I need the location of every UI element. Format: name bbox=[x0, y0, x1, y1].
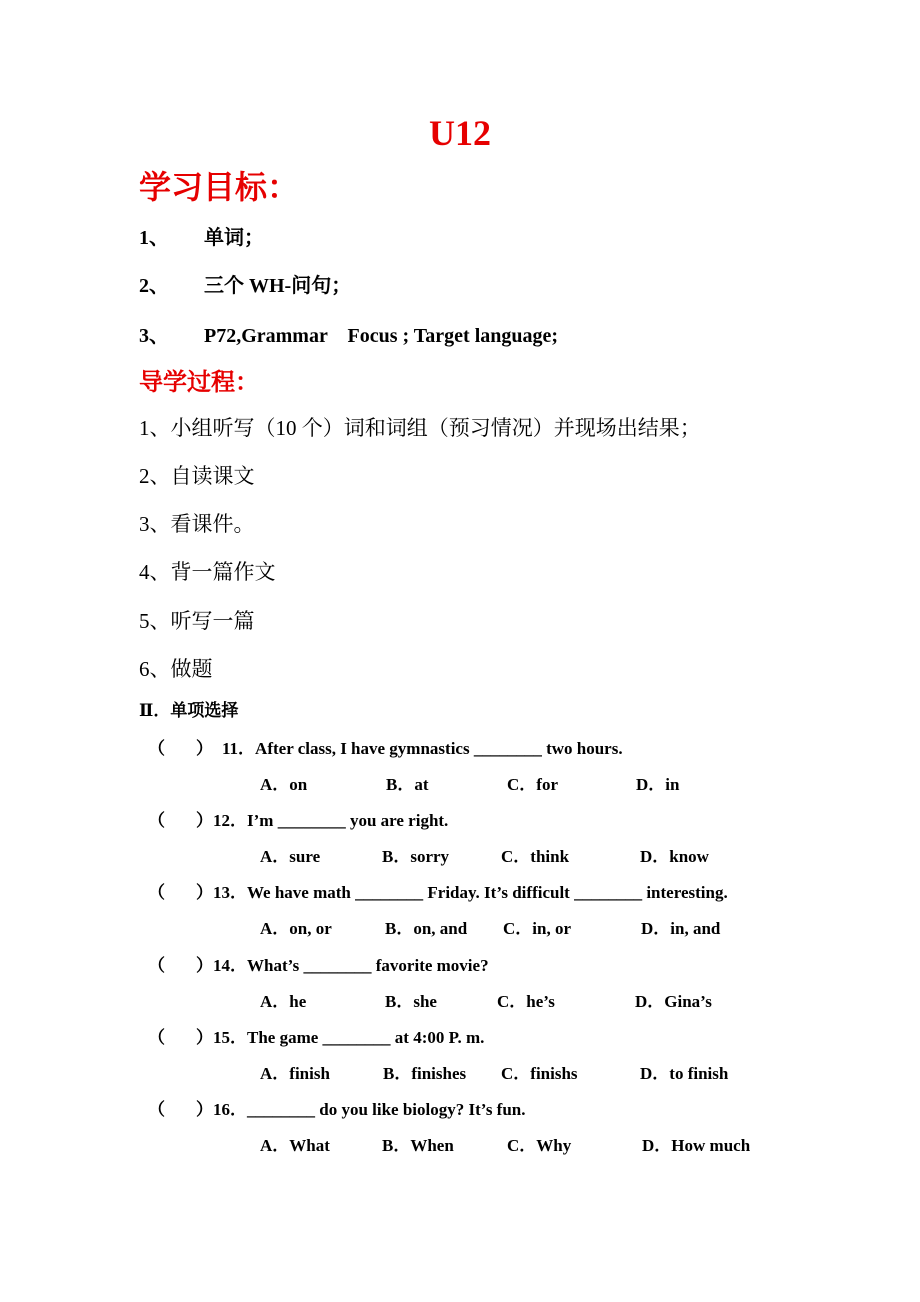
objective-number: 1、 bbox=[139, 227, 169, 249]
answer-paren-left: （ bbox=[148, 739, 165, 758]
option-c: C．finishs bbox=[501, 1064, 578, 1083]
step-item: 2、自读课文 bbox=[139, 464, 255, 488]
answer-paren-right: ） bbox=[196, 883, 213, 902]
question-stem: 16．________ do you like biology? It’s fun. bbox=[213, 1100, 526, 1119]
option-c: C．in, or bbox=[503, 919, 571, 938]
page-title: U12 bbox=[429, 113, 491, 153]
option-c: C．Why bbox=[507, 1136, 572, 1155]
answer-paren-left: （ bbox=[148, 1028, 165, 1047]
option-a: A．on, or bbox=[260, 919, 332, 938]
answer-paren-left: （ bbox=[148, 883, 165, 902]
option-a: A．he bbox=[260, 992, 307, 1011]
option-c: C．for bbox=[507, 775, 558, 794]
option-b: B．finishes bbox=[383, 1064, 467, 1083]
option-d: D．in bbox=[636, 775, 680, 794]
answer-paren-right: ） bbox=[196, 811, 213, 830]
answer-paren-right: ） bbox=[196, 1028, 213, 1047]
answer-paren-right: ） bbox=[196, 739, 213, 758]
option-d: D．in, and bbox=[641, 919, 721, 938]
answer-paren-left: （ bbox=[148, 956, 165, 975]
step-item: 1、小组听写（10 个）词和词组（预习情况）并现场出结果； bbox=[139, 416, 701, 440]
option-b: B．at bbox=[386, 775, 429, 794]
process-heading: 导学过程： bbox=[139, 370, 259, 396]
answer-paren-left: （ bbox=[148, 1100, 165, 1119]
option-d: D．know bbox=[640, 847, 709, 866]
question-stem: 14．What’s ________ favorite movie? bbox=[213, 956, 489, 975]
step-item: 3、看课件。 bbox=[139, 512, 255, 536]
option-a: A．sure bbox=[260, 847, 321, 866]
option-d: D．How much bbox=[642, 1136, 751, 1155]
step-item: 4、背一篇作文 bbox=[139, 560, 276, 584]
option-a: A．What bbox=[260, 1136, 330, 1155]
objective-text: 三个 WH-问句； bbox=[204, 275, 352, 297]
option-b: B．sorry bbox=[382, 847, 450, 866]
step-item: 5、听写一篇 bbox=[139, 609, 255, 633]
step-item: 6、做题 bbox=[139, 657, 213, 681]
objective-number: 3、 bbox=[139, 325, 169, 347]
option-c: C．think bbox=[501, 847, 570, 866]
objective-text: 单词； bbox=[204, 227, 264, 249]
option-b: B．When bbox=[382, 1136, 454, 1155]
objective-number: 2、 bbox=[139, 275, 169, 297]
objective-text: P72,Grammar Focus ; Target language; bbox=[204, 325, 559, 347]
option-a: A．on bbox=[260, 775, 308, 794]
option-d: D．to finish bbox=[640, 1064, 729, 1083]
answer-paren-left: （ bbox=[148, 811, 165, 830]
objectives-heading: 学习目标： bbox=[139, 169, 300, 205]
answer-paren-right: ） bbox=[196, 1100, 213, 1119]
option-a: A．finish bbox=[260, 1064, 330, 1083]
question-stem: 11．After class, I have gymnastics ________ two hours. bbox=[222, 739, 623, 758]
option-b: B．she bbox=[385, 992, 437, 1011]
question-stem: 15．The game ________ at 4:00 P. m. bbox=[213, 1028, 485, 1047]
question-stem: 13．We have math ________ Friday. It’s difficult ________ interesting. bbox=[213, 883, 728, 902]
option-d: D．Gina’s bbox=[635, 992, 712, 1011]
option-c: C．he’s bbox=[497, 992, 555, 1011]
option-b: B．on, and bbox=[385, 919, 468, 938]
answer-paren-right: ） bbox=[196, 956, 213, 975]
section-label: Ⅱ．单项选择 bbox=[139, 701, 239, 720]
question-stem: 12．I’m ________ you are right. bbox=[213, 811, 449, 830]
